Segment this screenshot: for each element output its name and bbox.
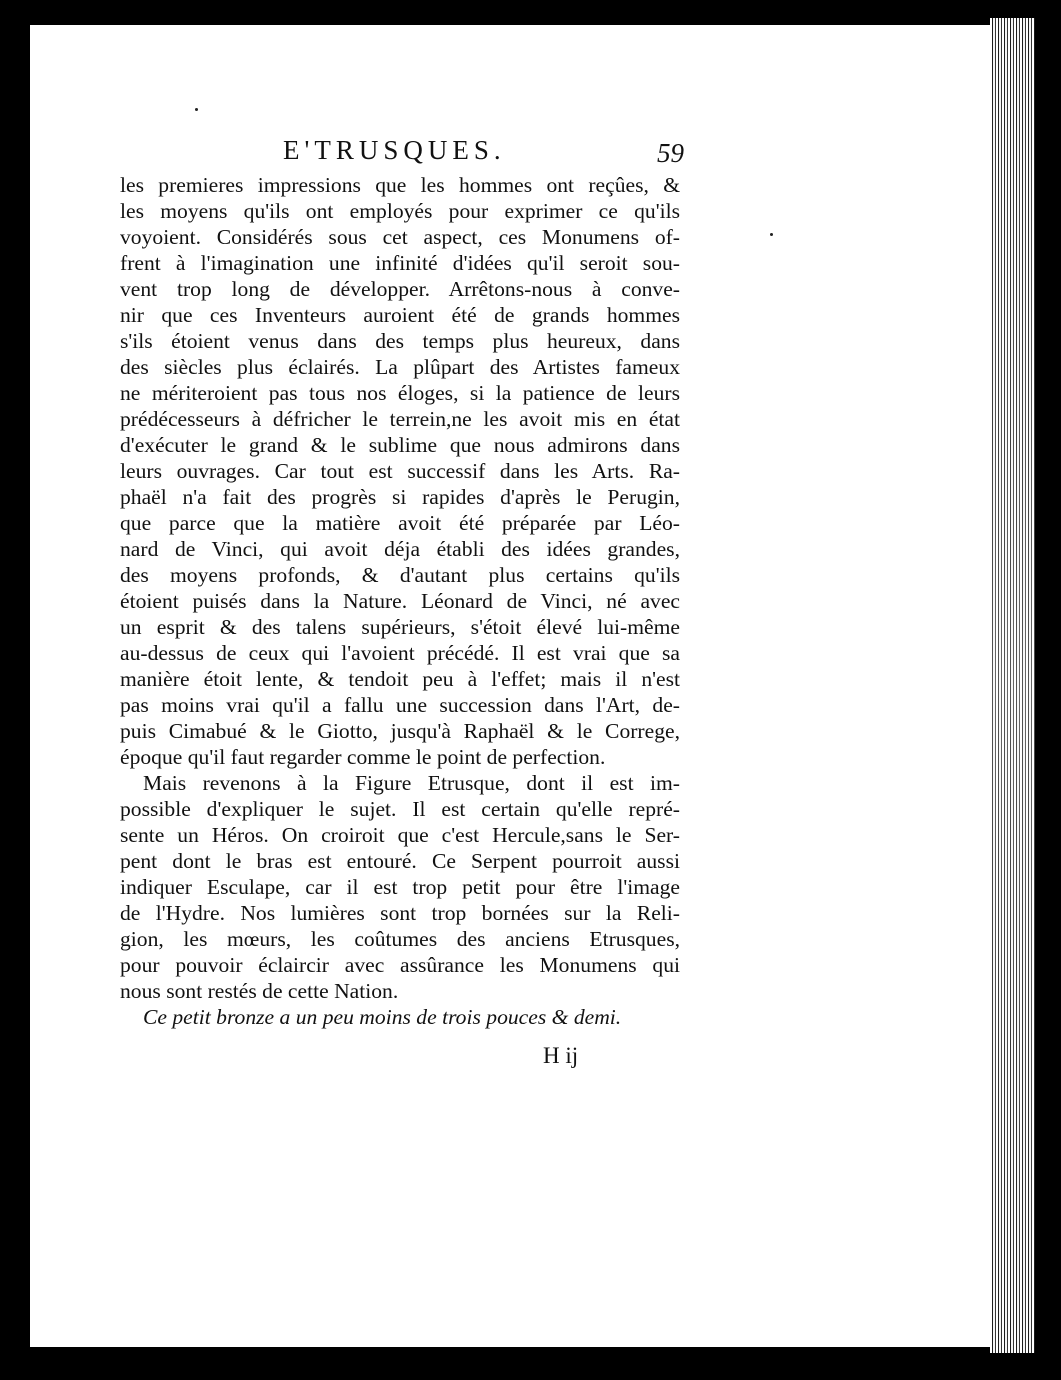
text-line: pas moins vrai qu'il a fallu une succession dans l'Art, de- — [120, 693, 680, 717]
signature-mark: H ij — [543, 1043, 579, 1068]
text-line: prédécesseurs à défricher le terrein,ne les avoit mis en état — [120, 407, 680, 431]
text-line: des moyens profonds, & d'autant plus certains qu'ils — [120, 563, 680, 587]
text-line: vent trop long de développer. Arrêtons-nous à conve- — [120, 277, 680, 301]
text-line: d'exécuter le grand & le sublime que nous admirons dans — [120, 433, 680, 457]
caption-line: Ce petit bronze a un peu moins de trois pouces & demi. — [143, 1005, 622, 1029]
text-line: frent à l'imagination une infinité d'idées qu'il seroit sou- — [120, 251, 680, 275]
text-line: des siècles plus éclairés. La plûpart des Artistes fameux — [120, 355, 680, 379]
text-line: pour pouvoir éclaircir avec assûrance les Monumens qui — [120, 953, 680, 977]
text-line: nard de Vinci, qui avoit déja établi des idées grandes, — [120, 537, 680, 561]
running-head: E'TRUSQUES. — [283, 135, 506, 165]
text-line: nous sont restés de cette Nation. — [120, 979, 399, 1003]
text-line: gion, les mœurs, les coûtumes des anciens Etrusques, — [120, 927, 680, 951]
text-line: nir que ces Inventeurs auroient été de grands hommes — [120, 303, 680, 327]
text-line: époque qu'il faut regarder comme le point de perfection. — [120, 745, 606, 769]
page-number: 59 — [657, 138, 684, 168]
text-line: au-dessus de ceux qui l'avoient précédé. Il est vrai que sa — [120, 641, 680, 665]
body-text — [120, 172, 680, 1030]
text-line: possible d'expliquer le sujet. Il est certain qu'elle repré- — [120, 797, 680, 821]
text-line: leurs ouvrages. Car tout est successif dans les Arts. Ra- — [120, 459, 680, 483]
page-stack-edge — [990, 18, 1035, 1353]
text-line: phaël n'a fait des progrès si rapides d'après le Perugin, — [120, 485, 680, 509]
text-line: les moyens qu'ils ont employés pour exprimer ce qu'ils — [120, 199, 680, 223]
text-line: puis Cimabué & le Giotto, jusqu'à Raphaël & le Correge, — [120, 719, 680, 743]
text-line: étoient puisés dans la Nature. Léonard de Vinci, né avec — [120, 589, 680, 613]
text-line: de l'Hydre. Nos lumières sont trop bornées sur la Reli- — [120, 901, 680, 925]
ink-speck — [770, 233, 773, 236]
text-line: un esprit & des talens supérieurs, s'étoit élevé lui-même — [120, 615, 680, 639]
text-line: s'ils étoient venus dans des temps plus heureux, dans — [120, 329, 680, 353]
text-line: manière étoit lente, & tendoit peu à l'effet; mais il n'est — [120, 667, 680, 691]
text-line: que parce que la matière avoit été préparée par Léo- — [120, 511, 680, 535]
ink-speck — [195, 108, 198, 111]
text-line: Mais revenons à la Figure Etrusque, dont il est im- — [143, 771, 680, 795]
text-line: les premieres impressions que les hommes ont reçûes, & — [120, 173, 680, 197]
text-line: ne mériteroient pas tous nos éloges, si la patience de leurs — [120, 381, 680, 405]
text-line: pent dont le bras est entouré. Ce Serpent pourroit aussi — [120, 849, 680, 873]
text-line: sente un Héros. On croiroit que c'est Hercule,sans le Ser- — [120, 823, 680, 847]
text-line: voyoient. Considérés sous cet aspect, ces Monumens of- — [120, 225, 680, 249]
text-line: indiquer Esculape, car il est trop petit pour être l'image — [120, 875, 680, 899]
